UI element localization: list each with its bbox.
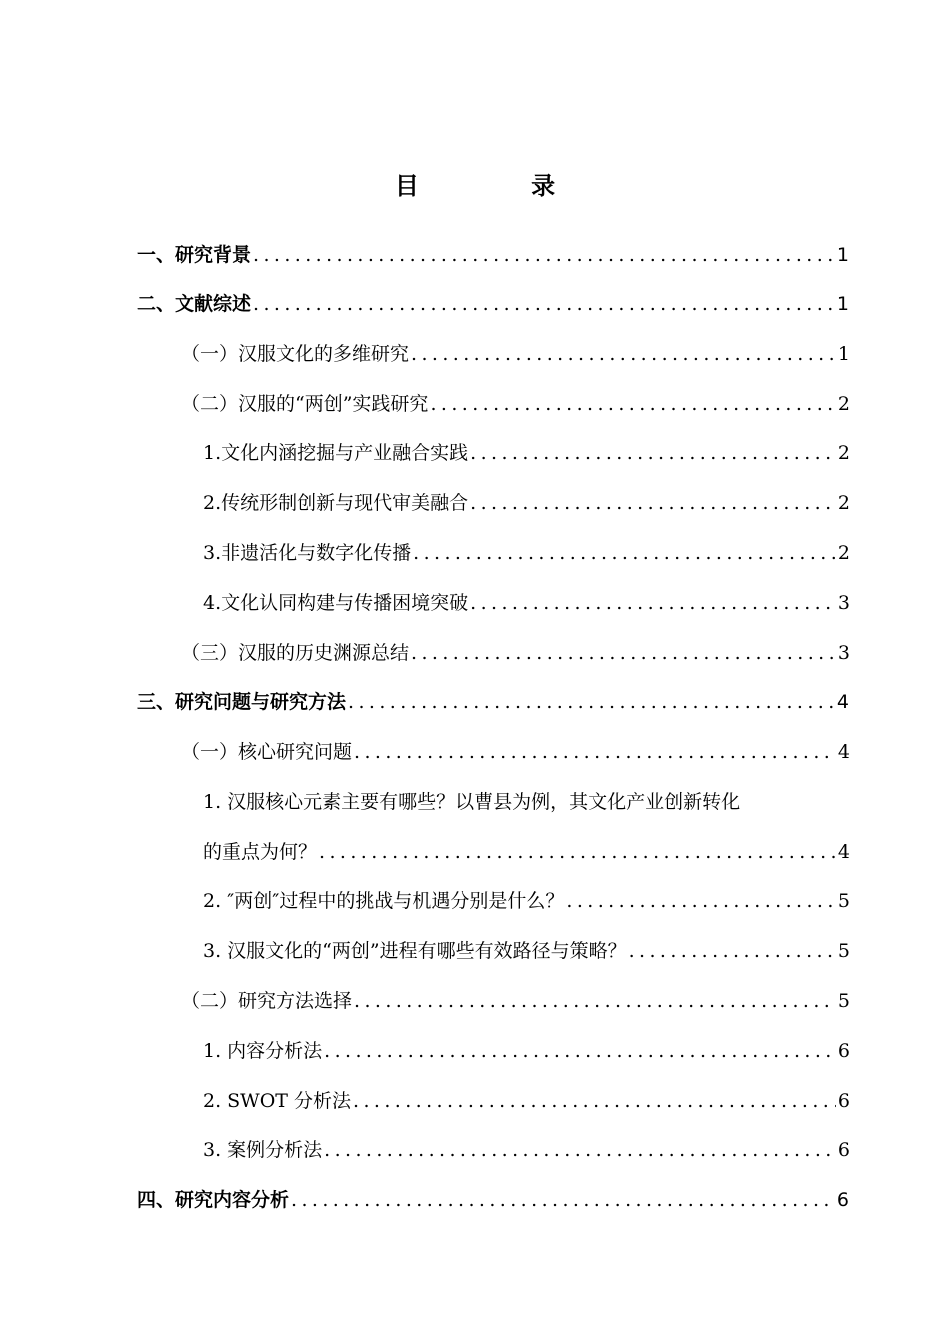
toc-page-number: 5 bbox=[837, 940, 850, 962]
toc-entry-label: （一）核心研究问题 bbox=[181, 741, 353, 763]
toc-entry[interactable] bbox=[181, 985, 850, 1017]
toc-entry-label: 2. SWOT 分析法 bbox=[203, 1090, 352, 1112]
toc-entry-label: 二、文献综述 bbox=[137, 293, 252, 315]
toc-entry[interactable] bbox=[181, 736, 850, 768]
toc-entry-label: 2. ″两创″过程中的挑战与机遇分别是什么？ bbox=[203, 890, 565, 912]
toc-entry[interactable] bbox=[203, 935, 850, 967]
toc-entry[interactable] bbox=[203, 1085, 850, 1117]
toc-entry[interactable] bbox=[181, 388, 850, 420]
toc-entry[interactable] bbox=[181, 637, 850, 669]
dot-leader bbox=[470, 437, 836, 469]
dot-leader bbox=[319, 836, 836, 868]
toc-entry[interactable] bbox=[203, 836, 850, 868]
toc-page-number: 4 bbox=[836, 691, 849, 713]
toc-page-number: 1 bbox=[836, 293, 849, 315]
toc-entry-label: （一）汉服文化的多维研究 bbox=[181, 343, 410, 365]
toc-page-number: 5 bbox=[837, 990, 850, 1012]
toc-page-number: 6 bbox=[837, 1040, 850, 1062]
toc-page-number: 1 bbox=[836, 244, 849, 266]
toc-entry-label: 三、研究问题与研究方法 bbox=[137, 691, 347, 713]
dot-leader bbox=[354, 736, 836, 768]
dot-leader bbox=[430, 388, 835, 420]
dot-leader bbox=[324, 1035, 836, 1067]
toc-page-number: 3 bbox=[837, 642, 850, 664]
toc-entry-label: 四、研究内容分析 bbox=[137, 1189, 290, 1211]
toc-page-number: 2 bbox=[837, 442, 850, 464]
toc-entry[interactable] bbox=[137, 239, 849, 271]
toc-page-number: 5 bbox=[837, 890, 850, 912]
toc-entry-label: 3.非遗活化与数字化传播 bbox=[203, 542, 412, 564]
toc-page-number: 1 bbox=[837, 343, 850, 365]
dot-leader bbox=[470, 587, 836, 619]
toc-entry[interactable] bbox=[137, 686, 849, 718]
dot-leader bbox=[324, 1134, 836, 1166]
toc-page-number: 6 bbox=[837, 1090, 850, 1112]
toc-entry-label: （二）研究方法选择 bbox=[181, 990, 353, 1012]
toc-entry[interactable] bbox=[203, 537, 850, 569]
toc-entry-label: 3. 案例分析法 bbox=[203, 1139, 323, 1161]
dot-leader bbox=[353, 1085, 836, 1117]
toc-entry-label: 4.文化认同构建与传播困境突破 bbox=[203, 592, 469, 614]
toc-entry[interactable] bbox=[203, 1035, 850, 1067]
toc-entry-label: 2.传统形制创新与现代审美融合 bbox=[203, 492, 469, 514]
dot-leader bbox=[566, 885, 836, 917]
toc-page-number: 4 bbox=[837, 741, 850, 763]
toc-page-number: 3 bbox=[837, 592, 850, 614]
dot-leader bbox=[411, 338, 836, 370]
toc-page-number: 2 bbox=[837, 492, 850, 514]
toc-entry[interactable] bbox=[203, 1134, 850, 1166]
toc-page-number: 2 bbox=[837, 542, 850, 564]
toc-entry-label: 1.文化内涵挖掘与产业融合实践 bbox=[203, 442, 469, 464]
toc-entry[interactable] bbox=[203, 487, 850, 519]
toc-entry[interactable] bbox=[203, 437, 850, 469]
toc-entry-label: 一、研究背景 bbox=[137, 244, 252, 266]
dot-leader bbox=[348, 686, 835, 718]
toc-entry[interactable] bbox=[137, 1184, 849, 1216]
dot-leader bbox=[253, 239, 835, 271]
toc-page-number: 4 bbox=[837, 841, 850, 863]
toc-entry-label-line1[interactable]: 1. 汉服核心元素主要有哪些？以曹县为例，其文化产业创新转化 bbox=[203, 791, 741, 813]
dot-leader bbox=[470, 487, 836, 519]
dot-leader bbox=[291, 1184, 835, 1216]
toc-page-number: 6 bbox=[837, 1139, 850, 1161]
dot-leader bbox=[253, 288, 835, 320]
page-title: 目 录 bbox=[394, 172, 608, 200]
toc-page-number: 2 bbox=[837, 393, 850, 415]
toc-entry[interactable] bbox=[203, 587, 850, 619]
toc-entry[interactable] bbox=[137, 288, 849, 320]
toc-page-number: 6 bbox=[836, 1189, 849, 1211]
dot-leader bbox=[629, 935, 836, 967]
toc-entry-label: 1. 内容分析法 bbox=[203, 1040, 323, 1062]
toc-entry-label: （二）汉服的“两创”实践研究 bbox=[181, 393, 429, 415]
dot-leader bbox=[413, 537, 836, 569]
toc-entry-label: 3. 汉服文化的“两创”进程有哪些有效路径与策略？ bbox=[203, 940, 627, 962]
toc-entry[interactable] bbox=[181, 338, 850, 370]
toc-entry-label: （三）汉服的历史渊源总结 bbox=[181, 642, 410, 664]
toc-entry[interactable] bbox=[203, 885, 850, 917]
toc-entry-label: 的重点为何？ bbox=[203, 841, 318, 863]
dot-leader bbox=[411, 637, 836, 669]
dot-leader bbox=[354, 985, 836, 1017]
